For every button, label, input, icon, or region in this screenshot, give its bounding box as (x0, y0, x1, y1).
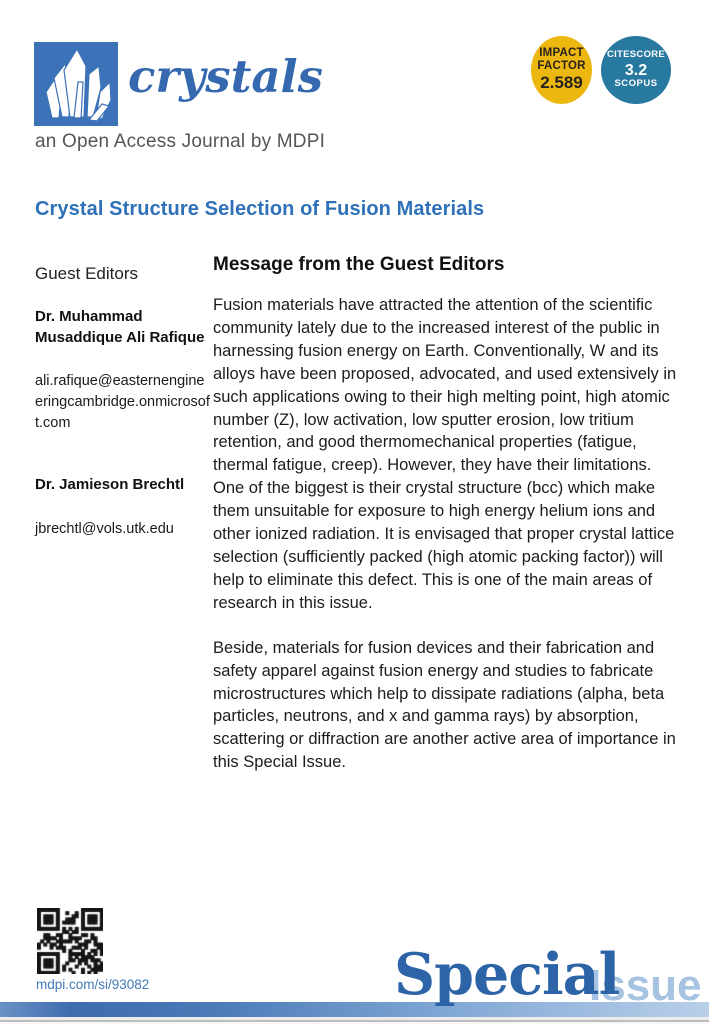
impact-factor-badge (531, 36, 592, 104)
message-paragraph: Beside, materials for fusion devices and their fabrication and safety apparel against fusion energy and studies to fabricate microstructures which help to dissipate radiations (alpha, beta particles, neutrons, and x and gamma rays) by absorption, scattering or diffraction are another active area of importance in this Special Issue. (213, 638, 676, 772)
guest-editor-email: ali.rafique@easternengineeringcambridge.onmicrosoft.com (35, 373, 210, 431)
crystals-logo-icon (34, 42, 118, 126)
guest-editor-email: jbrechtl@vols.utk.edu (35, 521, 174, 537)
journal-tagline: an Open Access Journal by MDPI (35, 131, 326, 152)
special-issue-link[interactable]: mdpi.com/si/93082 (36, 977, 150, 992)
impact-factor-value: 2.589 (540, 73, 583, 93)
message-heading: Message from the Guest Editors (213, 254, 505, 275)
qr-code (37, 908, 103, 974)
watermark-issue: Issue (589, 961, 702, 1010)
citescore-label: CITESCORE (606, 49, 666, 61)
citescore-value: 3.2 (624, 61, 648, 79)
special-issue-title: Crystal Structure Selection of Fusion Materials (35, 198, 485, 220)
guest-editors-heading: Guest Editors (35, 264, 138, 283)
message-paragraph: Fusion materials have attracted the attention of the scientific community lately due to the increased interest of the public in harnessing fusion energy on Earth. Conventionally, W and its alloys have been proposed, advocated, and used extensively in such applications owing to their high melting point, high atomic number (Z), low activation, low sputter erosion, low tritium retention, and good thermomechanical properties (fatigue, thermal fatigue, creep). However, they have their limitations. One of the biggest is their crystal structure (bcc) which make them unsuitable for exposure to high energy helium ions and other ionized radiation. It is envisaged that proper crystal lattice selection (sufficiently packed (high atomic packing factor)) will help to eliminate this defect. This is one of the main areas of research in this issue. (213, 296, 677, 612)
citescore-source: SCOPUS (614, 78, 658, 90)
qr-code-wrap (37, 908, 103, 974)
watermark-special: Special (394, 941, 620, 1008)
crystals-logo (34, 42, 118, 126)
impact-factor-label-2: FACTOR (537, 59, 586, 72)
guest-editor-name: Dr. Muhammad Musaddique Ali Rafique (35, 308, 205, 346)
impact-factor-label-1: IMPACT (539, 47, 584, 60)
message-body (213, 294, 679, 796)
journal-wordmark: crystals (128, 50, 323, 103)
guest-editor-name: Dr. Jamieson Brechtl (35, 476, 185, 493)
citescore-badge (601, 36, 671, 104)
